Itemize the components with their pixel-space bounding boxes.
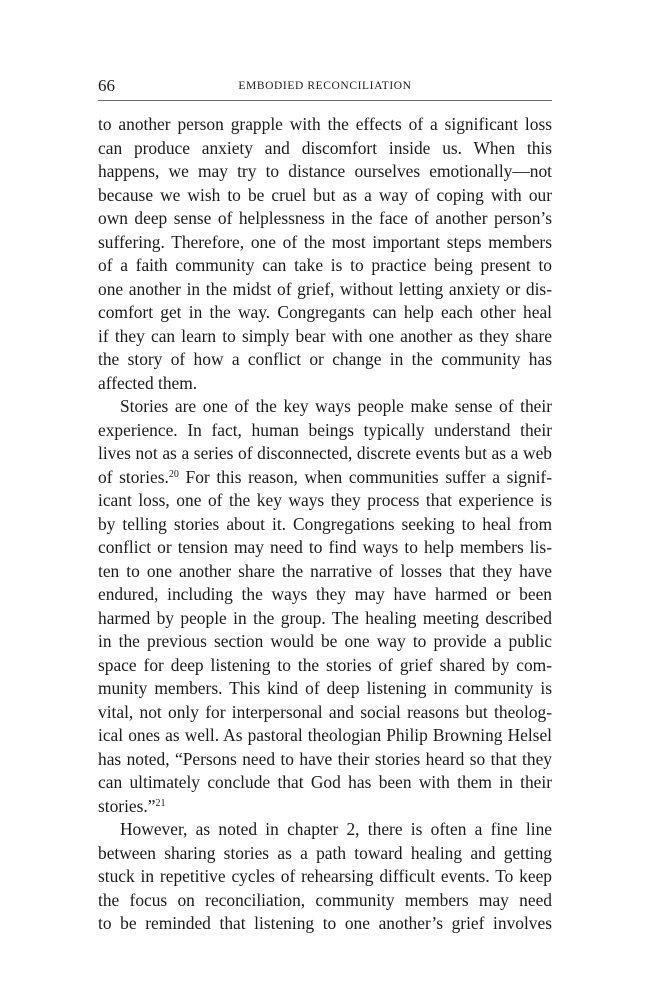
footnote-ref: 20 <box>168 468 179 480</box>
text-line: of stories.$^{20}$ For this reason, when communities suffer a signif- <box>98 466 552 487</box>
text-line: to another person grapple with the effects of a significant loss <box>98 114 552 134</box>
text-line: own deep sense of helplessness in the face of another person’s <box>98 208 552 228</box>
text-line: comfort get in the way. Congregants can help each other heal <box>98 302 552 322</box>
text-line: munity members. This kind of deep listening in community is <box>98 678 552 698</box>
text-line: the focus on reconciliation, community members may need <box>98 889 552 910</box>
page-number: 66 <box>98 76 115 95</box>
text-line: between sharing stories as a path toward healing and getting <box>98 842 552 863</box>
text-line: by telling stories about it. Congregations seeking to heal from <box>98 513 552 534</box>
text-line: suffering. Therefore, one of the most important steps members <box>98 231 552 252</box>
text-line: conflict or tension may need to find ways to help members lis- <box>98 537 552 557</box>
text-line: experience. In fact, human beings typically understand their <box>98 419 552 440</box>
page-header <box>98 75 552 97</box>
text-line: Stories are one of the key ways people make sense of their <box>120 396 552 416</box>
text-line: of a faith community can take is to practice being present to <box>98 255 552 275</box>
text-line: if they can learn to simply bear with one another as they share <box>98 325 552 346</box>
text-line: ical ones as well. As pastoral theologian Philip Browning Helsel <box>98 725 552 745</box>
text-line: the story of how a conflict or change in the community has <box>98 349 552 369</box>
text-line: icant loss, one of the key ways they process that experience is <box>98 490 552 510</box>
text-line: one another in the midst of grief, without letting anxiety or dis- <box>98 278 552 299</box>
body-text <box>98 113 552 936</box>
text-line: harmed by people in the group. The healing meeting described <box>98 607 552 628</box>
header-rule <box>98 100 552 101</box>
text-line: can ultimately conclude that God has been with them in their <box>98 772 552 792</box>
text-line: can produce anxiety and discomfort inside us. When this <box>98 137 552 158</box>
text-line: happens, we may try to distance ourselves emotionally—not <box>98 161 552 181</box>
text-line: ten to one another share the narrative of losses that they have <box>98 560 552 581</box>
text-line: space for deep listening to the stories of grief shared by com- <box>98 654 552 675</box>
text-line: because we wish to be cruel but as a way of coping with our <box>98 184 552 205</box>
text-line: to be reminded that listening to one another’s grief involves <box>98 913 552 933</box>
text-line: vital, not only for interpersonal and social reasons but theolog- <box>98 701 552 722</box>
text-line: However, as noted in chapter 2, there is often a fine line <box>120 819 552 839</box>
footnote-ref: 21 <box>155 797 166 809</box>
text-line: in the previous section would be one way to provide a public <box>98 631 552 651</box>
text-line: has noted, “Persons need to have their stories heard so that they <box>98 748 552 769</box>
text-line: stuck in repetitive cycles of rehearsing difficult events. To keep <box>98 866 552 886</box>
text-line: endured, including the ways they may have harmed or been <box>98 584 552 604</box>
text-line: stories.”$^{21}$ <box>98 795 166 816</box>
text-line: lives not as a series of disconnected, discrete events but as a web <box>98 443 552 463</box>
running-head: EMBODIED RECONCILIATION <box>238 80 412 92</box>
text-line: affected them. <box>98 372 198 393</box>
